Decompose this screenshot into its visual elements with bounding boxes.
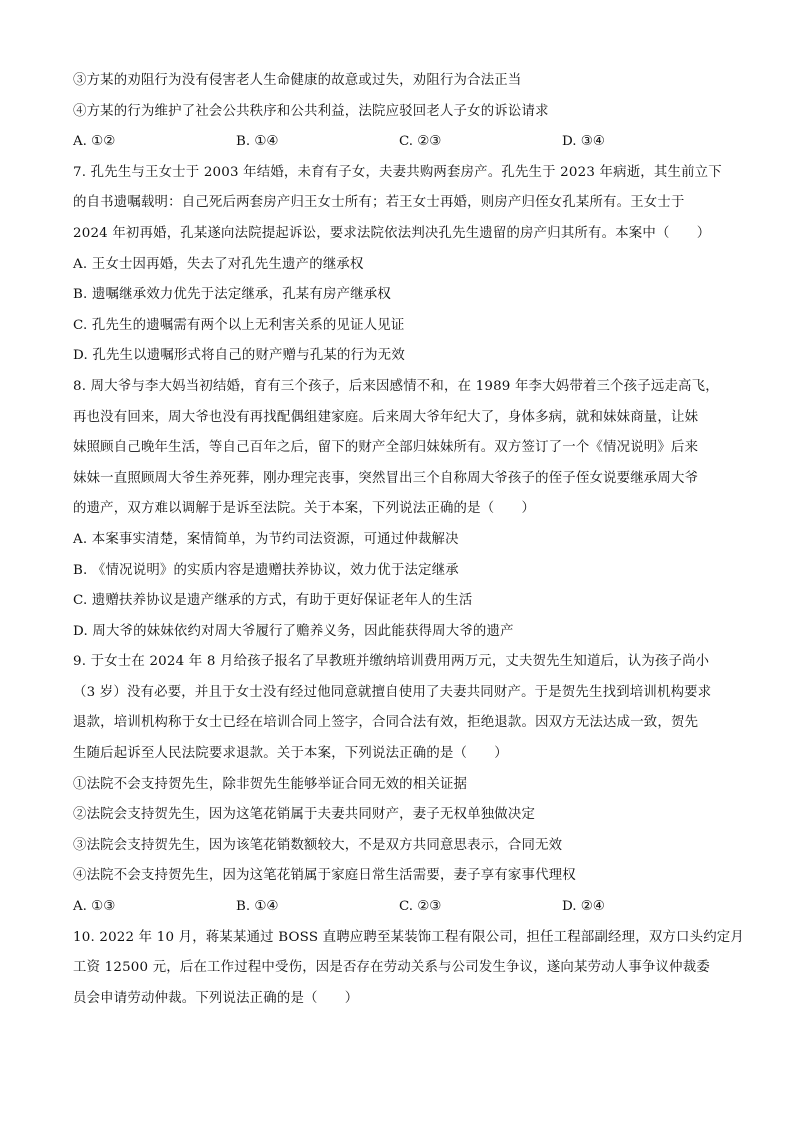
- q8-stem-line-2: 再也没有回来，周大爷也没有再找配偶组建家庭。后来周大爷年纪大了，身体多病，就和妹妹商量，让妹: [73, 409, 699, 425]
- q6-option-b: B. ①④: [236, 134, 279, 150]
- q9-stem-line-1: 9. 于女士在 2024 年 8 月给孩子报名了早教班并缴纳培训费用两万元，丈夫贺先生知道后，认为孩子尚小: [73, 654, 710, 670]
- q9-option-c: C. ②③: [399, 899, 442, 915]
- q6-option-c: C. ②③: [399, 134, 442, 150]
- q9-option-a: A. ①③: [73, 899, 116, 915]
- q8-stem-line-5: 的遗产，双方难以调解于是诉至法院。关于本案，下列说法正确的是（ ）: [73, 501, 536, 517]
- q7-choice-a: A. 王女士因再婚，失去了对孔先生遗产的继承权: [73, 256, 364, 272]
- q10-stem-line-1: 10. 2022 年 10 月，蒋某某通过 BOSS 直聘应聘至某装饰工程有限公司，担任工程部副经理，双方口头约定月: [73, 929, 744, 945]
- q9-statement-4: ④法院不会支持贺先生，因为这笔花销属于家庭日常生活需要，妻子享有家事代理权: [73, 868, 576, 884]
- question-7: [73, 158, 734, 372]
- q9-option-d: D. ②④: [562, 899, 605, 915]
- q6-options: [73, 127, 734, 158]
- q7-stem-line-3: 2024 年初再婚，孔某遂向法院提起诉讼，要求法院依法判决孔先生遗留的房产归其所有。本案中（ ）: [73, 225, 711, 241]
- q10-stem-line-3: 员会申请劳动仲裁。下列说法正确的是（ ）: [73, 990, 359, 1006]
- question-10: [73, 923, 744, 1015]
- question-6-tail: [73, 66, 734, 158]
- q9-stem-line-3: 退款，培训机构称于女士已经在培训合同上签字，合同合法有效，拒绝退款。因双方无法达成一致，贺先: [73, 715, 699, 731]
- q9-statement-3: ③法院会支持贺先生，因为该笔花销数额较大，不是双方共同意思表示，合同无效: [73, 837, 563, 853]
- q9-statement-2: ②法院会支持贺先生，因为这笔花销属于夫妻共同财产，妻子无权单独做决定: [73, 807, 536, 823]
- q8-choice-c: C. 遗赠扶养协议是遗产继承的方式，有助于更好保证老年人的生活: [73, 593, 473, 609]
- q9-stem-line-2: （3 岁）没有必要，并且于女士没有经过他同意就擅自使用了夫妻共同财产。于是贺先生找到培训机构要求: [73, 684, 712, 700]
- q8-choice-a: A. 本案事实清楚，案情简单，为节约司法资源，可通过仲裁解决: [73, 531, 459, 547]
- q7-choice-b: B. 遗嘱继承效力优先于法定继承，孔某有房产继承权: [73, 287, 391, 303]
- q8-stem-line-3: 妹照顾自己晚年生活，等自己百年之后，留下的财产全部归妹妹所有。双方签订了一个《情况说明》后来: [73, 440, 699, 456]
- q9-option-b: B. ①④: [236, 899, 279, 915]
- q7-stem-line-2: 的自书遗嘱载明：自己死后两套房产归王女士所有；若王女士再婚，则房产归侄女孔某所有。王女士于: [73, 195, 685, 211]
- q8-stem-line-1: 8. 周大爷与李大妈当初结婚，育有三个孩子，后来因感情不和，在 1989 年李大妈带着三个孩子远走高飞，: [73, 378, 719, 394]
- q9-stem-line-4: 生随后起诉至人民法院要求退款。关于本案，下列说法正确的是（ ）: [73, 746, 508, 762]
- q8-stem-line-4: 妹妹一直照顾周大爷生养死葬，刚办理完丧事，突然冒出三个自称周大爷孩子的侄子侄女说要继承周大爷: [73, 470, 699, 486]
- q7-choice-c: C. 孔先生的遗嘱需有两个以上无利害关系的见证人见证: [73, 317, 405, 333]
- q8-choice-d: D. 周大爷的妹妹依约对周大爷履行了赡养义务，因此能获得周大爷的遗产: [73, 623, 514, 639]
- q6-option-a: A. ①②: [73, 134, 116, 150]
- q10-stem-line-2: 工资 12500 元，后在工作过程中受伤，因是否存在劳动关系与公司发生争议，遂向某劳动人事争议仲裁委: [73, 960, 710, 976]
- question-8: [73, 372, 734, 647]
- q6-statement-4: ④方某的行为维护了社会公共秩序和公共利益，法院应驳回老人子女的诉讼请求: [73, 103, 549, 119]
- q7-choice-d: D. 孔先生以遗嘱形式将自己的财产赠与孔某的行为无效: [73, 348, 405, 364]
- question-9: [73, 647, 734, 922]
- q9-options: [73, 892, 734, 923]
- q9-statement-1: ①法院不会支持贺先生，除非贺先生能够举证合同无效的相关证据: [73, 776, 468, 792]
- q7-stem-line-1: 7. 孔先生与王女士于 2003 年结婚，未育有子女，夫妻共购两套房产。孔先生于 2023 年病逝，其生前立下: [73, 164, 722, 180]
- q6-option-d: D. ③④: [562, 134, 605, 150]
- q8-choice-b: B. 《情况说明》的实质内容是遗赠扶养协议，效力优于法定继承: [73, 562, 459, 578]
- q6-statement-3: ③方某的劝阻行为没有侵害老人生命健康的故意或过失，劝阻行为合法正当: [73, 73, 522, 88]
